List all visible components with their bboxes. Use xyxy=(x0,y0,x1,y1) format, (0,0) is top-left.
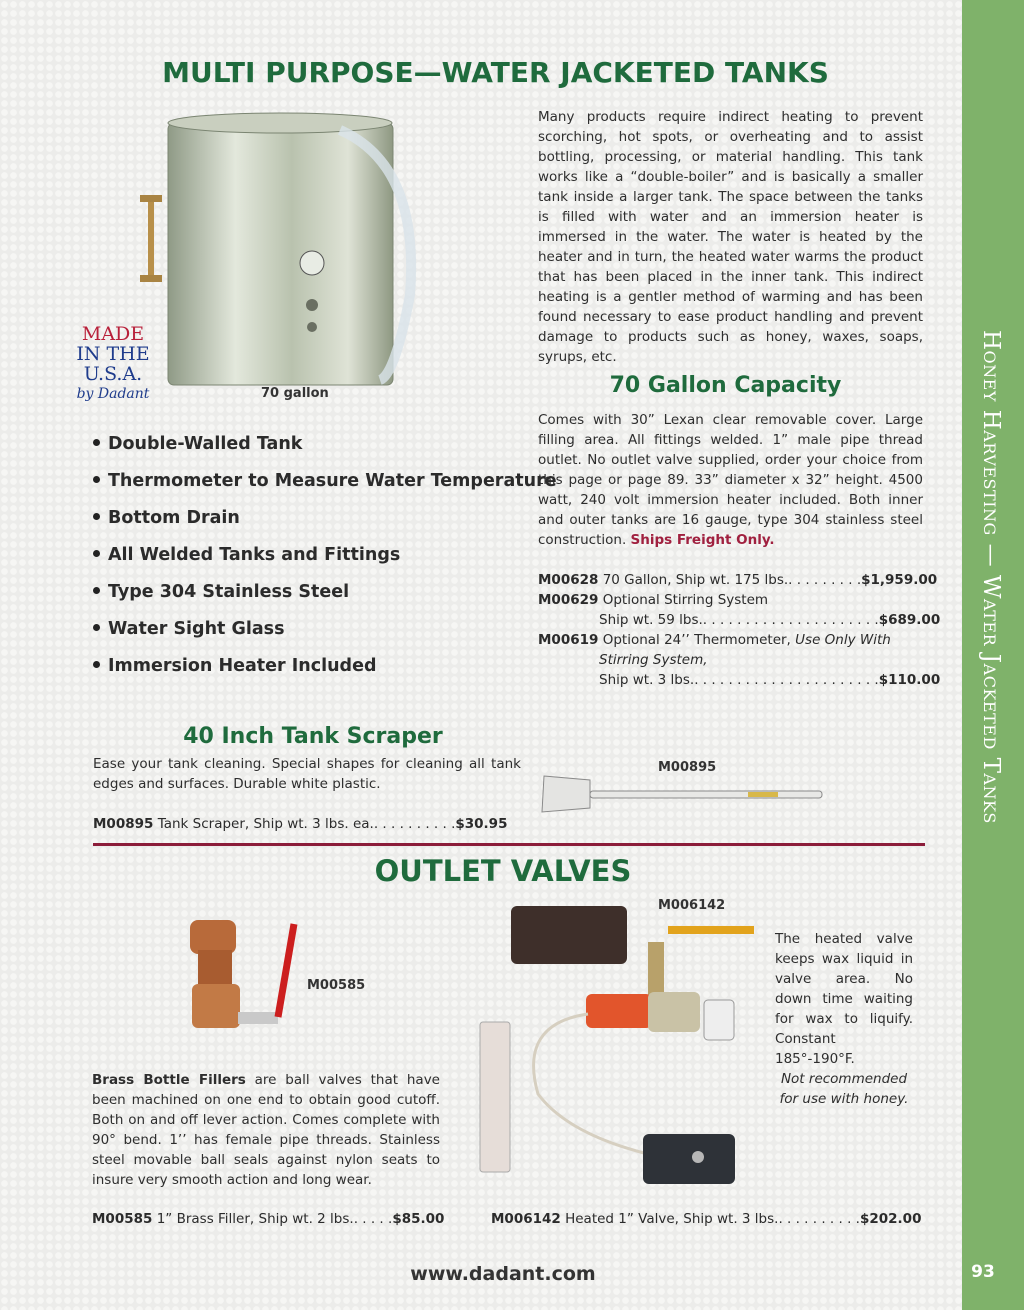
scraper-image-label: M00895 xyxy=(658,760,717,775)
heated-valve-text: The heated valve keeps wax liquid in valve area. No down time waiting for wax to liquify. Constant 185°-190°F. xyxy=(775,931,913,1067)
capacity-heading: 70 Gallon Capacity xyxy=(609,373,842,398)
page-title: MULTI PURPOSE—WATER JACKETED TANKS xyxy=(162,56,829,89)
product-price: $85.00 xyxy=(392,1211,445,1227)
feature-list xyxy=(93,433,557,692)
bullet-icon xyxy=(93,439,100,446)
heated-valve-image xyxy=(478,904,768,1189)
leader-dots: . . . . . . . . . xyxy=(788,572,862,588)
feature-text: Double-Walled Tank xyxy=(108,434,303,454)
feature-text: Thermometer to Measure Water Temperature xyxy=(108,471,557,491)
section-divider xyxy=(93,843,925,846)
brass-valve-product-line xyxy=(92,1209,445,1229)
feature-item xyxy=(93,581,557,618)
logo-line-by-dadant: by Dadant xyxy=(76,386,150,402)
water-jacketed-tank-image xyxy=(140,105,450,395)
product-code: M00895 xyxy=(93,816,154,832)
product-line-m00628 xyxy=(538,570,938,590)
capacity-text xyxy=(538,410,923,550)
product-code: M006142 xyxy=(491,1211,561,1227)
outlet-valves-heading: OUTLET VALVES xyxy=(374,854,632,888)
feature-text: All Welded Tanks and Fittings xyxy=(108,545,401,565)
product-desc: Heated 1” Valve, Ship wt. 3 lbs. xyxy=(565,1211,779,1227)
product-desc: Optional Stirring System xyxy=(602,592,769,608)
made-in-usa-logo xyxy=(68,324,158,404)
heated-valve-note: Not recommended for use with honey. xyxy=(779,1071,909,1107)
leader-dots: . . . . . . . . . . xyxy=(373,816,456,832)
brass-valve-bold-title: Brass Bottle Fillers xyxy=(92,1072,246,1088)
product-desc: 1” Brass Filler, Ship wt. 2 lbs. xyxy=(156,1211,354,1227)
feature-item xyxy=(93,433,557,470)
product-line-m00629 xyxy=(538,590,923,610)
scraper-product-line xyxy=(93,814,508,834)
product-code: M00628 xyxy=(538,572,599,588)
product-price: $689.00 xyxy=(878,612,941,628)
product-line-m00619 xyxy=(538,630,923,650)
scraper-heading: 40 Inch Tank Scraper xyxy=(183,724,443,749)
heated-valve-product-line xyxy=(491,1209,922,1229)
leader-dots: . . . . . . . . . . xyxy=(778,1211,860,1227)
capacity-description: Comes with 30” Lexan clear removable cover. Large filling area. All fittings welded. 1” male pipe thread outlet. No outlet valve supplied, order your choice from this page or page 89. 33” diameter x 32” height. 4500 watt, 240 volt immersion heater included. Both inner and outer tanks are 16 gauge, type 304 stainless steel construction. xyxy=(538,412,923,548)
product-price: $202.00 xyxy=(859,1211,922,1227)
product-subline-m00619-a xyxy=(538,650,923,670)
bullet-icon xyxy=(93,661,100,668)
logo-line-made: MADE xyxy=(81,323,145,345)
product-price: $110.00 xyxy=(878,672,941,688)
feature-text: Immersion Heater Included xyxy=(108,656,377,676)
feature-item xyxy=(93,655,557,692)
product-note: Use Only With xyxy=(795,632,891,648)
brass-valve-text xyxy=(92,1070,440,1190)
brass-valve-label: M00585 xyxy=(307,978,366,993)
leader-dots: . . . . . xyxy=(353,1211,393,1227)
tank-intro-text: Many products require indirect heating to prevent scorching, hot spots, or overheating and to assist bottling, processing, or material handling. This tank works like a “double-boiler” and is basically a smaller tank inside a larger tank. The space between the tanks is filled with water and an immersion heater is immersed in the water. The water is heated by the heater and in turn, the heated water warms the product that has been placed in the inner tank. This indirect heating is a gentler method of warming and has been found necessary to ease product handling and prevent damage to products such as honey, waxes, soaps, syrups, etc. xyxy=(538,109,923,365)
feature-text: Bottom Drain xyxy=(108,508,240,528)
page-number: 93 xyxy=(971,1262,995,1282)
feature-item xyxy=(93,618,557,655)
tank-product-list xyxy=(538,570,941,690)
product-code: M00585 xyxy=(92,1211,153,1227)
feature-text: Type 304 Stainless Steel xyxy=(108,582,350,602)
logo-line-in-the: IN THE xyxy=(76,343,150,365)
sidebar-section-title: Honey Harvesting — Water Jacketed Tanks xyxy=(978,330,1004,824)
feature-item xyxy=(93,470,557,507)
bullet-icon xyxy=(93,624,100,631)
bullet-icon xyxy=(93,550,100,557)
freight-note: Ships Freight Only. xyxy=(630,532,775,548)
bullet-icon xyxy=(93,513,100,520)
product-code: M00619 xyxy=(538,632,599,648)
footer-website-link[interactable]: www.dadant.com xyxy=(410,1263,596,1285)
product-desc: Optional 24’’ Thermometer, xyxy=(602,632,791,648)
product-subline-m00619-b xyxy=(538,670,941,690)
bullet-icon xyxy=(93,587,100,594)
product-weight: Ship wt. 59 lbs. xyxy=(599,612,703,628)
tank-scraper-image xyxy=(540,772,830,816)
bullet-icon xyxy=(93,476,100,483)
product-subline-m00629 xyxy=(538,610,941,630)
heated-valve-label: M006142 xyxy=(658,898,726,913)
leader-dots: . . . . . . . . . . . . . . . . . . . . . . xyxy=(694,672,879,688)
brass-valve-image xyxy=(160,912,310,1042)
feature-text: Water Sight Glass xyxy=(108,619,285,639)
product-note: Stirring System, xyxy=(599,652,708,668)
feature-item xyxy=(93,507,557,544)
product-code: M00629 xyxy=(538,592,599,608)
product-desc: Tank Scraper, Ship wt. 3 lbs. ea. xyxy=(157,816,374,832)
leader-dots: . . . . . . . . . . . . . . . . . . . . . xyxy=(702,612,879,628)
logo-line-usa: U.S.A. xyxy=(83,363,143,385)
product-weight: Ship wt. 3 lbs. xyxy=(599,672,695,688)
feature-item xyxy=(93,544,557,581)
product-price: $30.95 xyxy=(455,816,508,832)
scraper-text: Ease your tank cleaning. Special shapes for cleaning all tank edges and surfaces. Durable white plastic. xyxy=(93,756,521,792)
product-price: $1,959.00 xyxy=(861,572,938,588)
brass-valve-description: are ball valves that have been machined on one end to obtain good cutoff. Both on and off lever action. Comes complete with 90° bend. 1’’ has female pipe threads. Stainless steel movable ball seals against nylon seats to insure very smooth action and long wear. xyxy=(92,1072,440,1188)
product-desc: 70 Gallon, Ship wt. 175 lbs. xyxy=(602,572,789,588)
tank-caption: 70 gallon xyxy=(261,386,329,401)
